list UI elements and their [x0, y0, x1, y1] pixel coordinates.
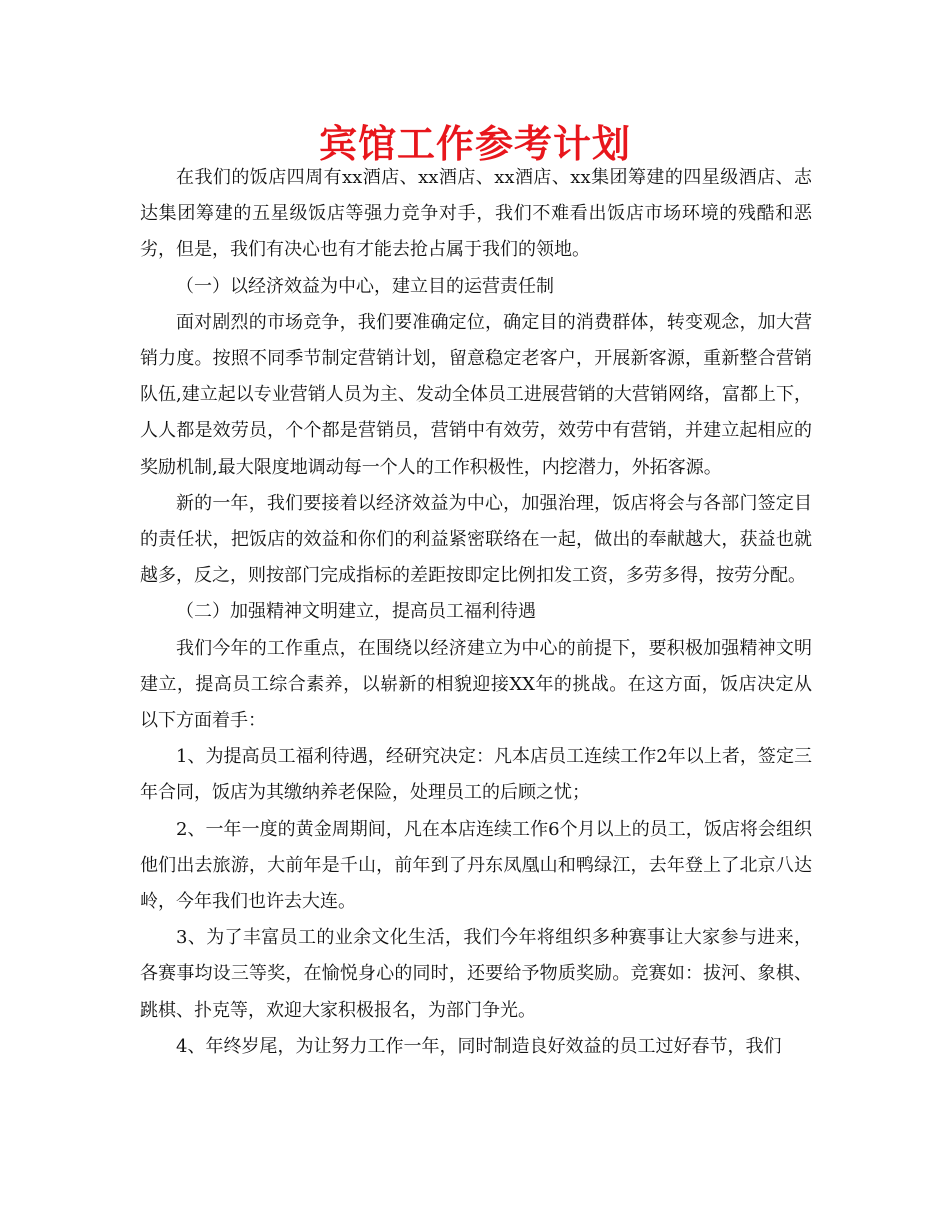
paragraph-intro: 在我们的饭店四周有xx酒店、xx酒店、xx酒店、xx集团筹建的四星级酒店、志达集团筹建的五星级饭店等强力竞争对手，我们不难看出饭店市场环境的残酷和恶劣，但是，我们有决心也有才能去抢占属于我们的领地。	[140, 167, 812, 261]
list-item-1: 1、为提高员工福利待遇，经研究决定：凡本店员工连续工作2年以上者，签定三年合同，饭店为其缴纳养老保险，处理员工的后顾之忧；	[140, 746, 812, 804]
list-item-2: 2、一年一度的黄金周期间，凡在本店连续工作6个月以上的员工，饭店将会组织他们出去旅游，大前年是千山，前年到了丹东凤凰山和鸭绿江，去年登上了北京八达岭，今年我们也许去大连。	[140, 818, 812, 913]
section-heading-2: （二）加强精神文明建立，提高员工福利待遇	[176, 601, 536, 623]
section-heading-1: （一）以经济效益为中心，建立目的运营责任制	[176, 275, 554, 297]
document-title: 宾馆工作参考计划	[318, 121, 631, 166]
list-item-4: 4、年终岁尾，为让努力工作一年，同时制造良好效益的员工过好春节，我们	[176, 1035, 782, 1057]
paragraph-responsibility: 新的一年，我们要接着以经济效益为中心，加强治理，饭店将会与各部门签定目的责任状，把饭店的效益和你们的利益紧密联络在一起，做出的奉献越大，获益也就越多，反之，则按部门完成指标的差距按即定比例扣发工资，多劳多得，按劳分配。	[140, 492, 812, 587]
paragraph-focus: 我们今年的工作重点，在围绕以经济建立为中心的前提下，要积极加强精神文明建立，提高员工综合素养，以崭新的相貌迎接XX年的挑战。在这方面，饭店决定从以下方面着手：	[140, 637, 812, 732]
paragraph-marketing: 面对剧烈的市场竞争，我们要准确定位，确定目的消费群体，转变观念，加大营销力度。按照不同季节制定营销计划，留意稳定老客户，开展新客源，重新整合营销队伍,建立起以专业营销人员为主、发动全体员工进展营销的大营销网络，富都上下，人人都是效劳员，个个都是营销员，营销中有效劳，效劳中有营销，并建立起相应的奖励机制,最大限度地调动每一个人的工作积极性，内挖潜力，外拓客源。	[140, 311, 812, 478]
list-item-3: 3、为了丰富员工的业余文化生活，我们今年将组织多种赛事让大家参与进来，各赛事均设三等奖，在愉悦身心的同时，还要给予物质奖励。竞赛如：拔河、象棋、跳棋、扑克等，欢迎大家积极报名，为部门争光。	[140, 927, 812, 1021]
document-body	[140, 160, 812, 1065]
